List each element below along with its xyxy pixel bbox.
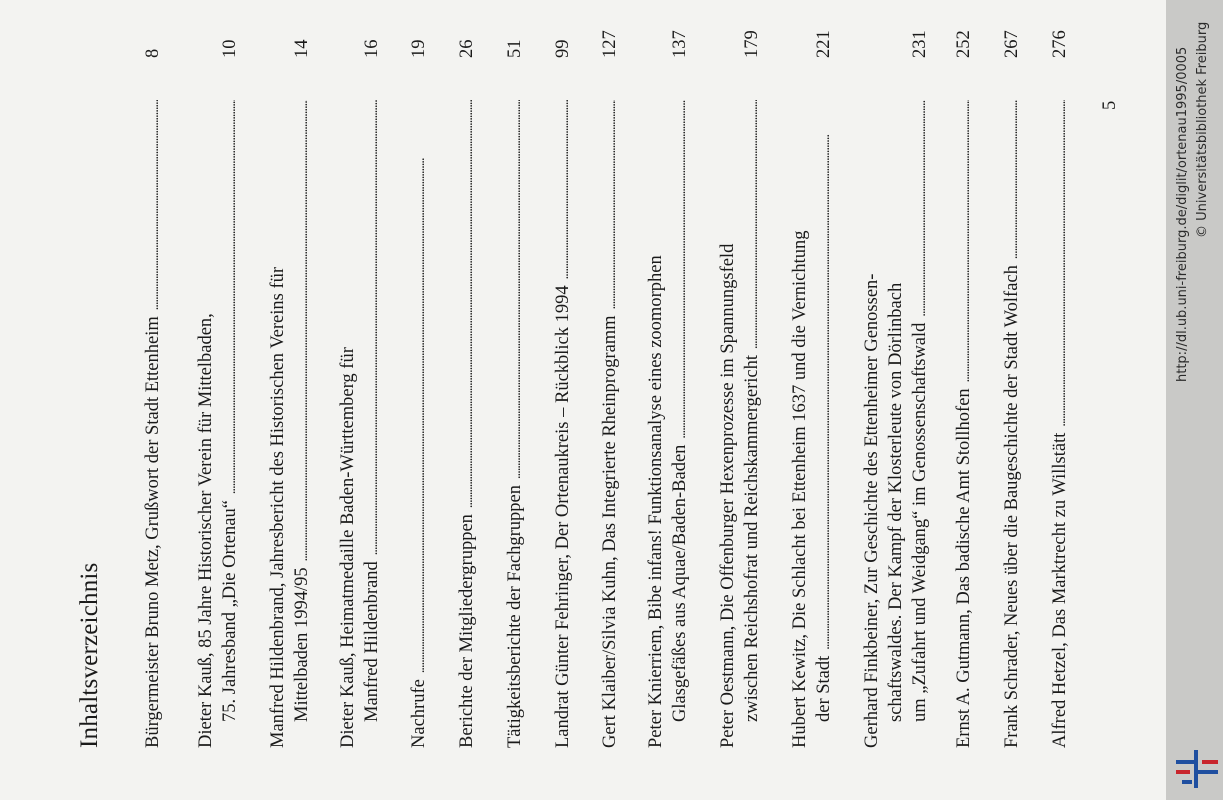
toc-entry-line xyxy=(644,98,668,748)
toc-entry-text: schaftswaldes. Der Kampf der Klosterleute von Dörlinbach xyxy=(886,282,906,722)
toc-entry-text: Glasgefäßes aus Aquae/Baden-Baden xyxy=(670,444,690,722)
toc-entry-line xyxy=(860,98,884,748)
toc-entry xyxy=(1048,30,1074,748)
toc-page-number: 26 xyxy=(457,39,477,58)
dot-leader xyxy=(360,100,386,555)
dot-leader xyxy=(598,100,624,309)
toc-entry-text: Landrat Günter Fehringer, Der Ortenaukreis – Rückblick 1994 xyxy=(553,285,573,748)
toc-entry xyxy=(336,39,386,748)
toc-page-number: 252 xyxy=(954,30,974,58)
copyright-notice: © Universitätsbibliothek Freiburg xyxy=(1195,21,1210,238)
toc-entry-line xyxy=(598,98,624,748)
sidebar-text xyxy=(1166,0,1223,800)
toc-entry-text: der Stadt xyxy=(814,655,834,722)
toc-page-number: 267 xyxy=(1002,30,1022,58)
toc-page-number: 137 xyxy=(670,30,690,58)
toc-entry-line xyxy=(503,98,529,748)
toc-entry-text: Hubert Kewitz, Die Schlacht bei Ettenheim 1637 und die Vernichtung xyxy=(790,230,810,748)
toc-page-number: 179 xyxy=(742,30,762,58)
toc-entry-line xyxy=(952,98,978,748)
dot-leader xyxy=(455,100,481,508)
dot-leader xyxy=(740,100,766,349)
dot-leader xyxy=(218,100,244,494)
toc-entry-line xyxy=(336,98,360,748)
toc-entry-line xyxy=(668,98,694,748)
dot-leader xyxy=(141,100,167,310)
toc-entry-line xyxy=(716,98,740,748)
dot-leader xyxy=(551,100,577,279)
toc-entry-line xyxy=(266,98,290,748)
toc-entry-line xyxy=(788,98,812,748)
toc-entry xyxy=(455,39,481,748)
page-number: 5 xyxy=(1100,100,1120,110)
dot-leader xyxy=(503,100,529,479)
toc-page-number: 8 xyxy=(143,48,163,58)
toc-heading: Inhaltsverzeichnis xyxy=(76,562,103,748)
dot-leader xyxy=(952,100,978,382)
dot-leader xyxy=(668,100,694,439)
toc-page-number: 19 xyxy=(409,39,429,58)
toc-entry xyxy=(860,30,934,748)
toc-page-number: 10 xyxy=(220,39,240,58)
toc-entry-text: Dieter Kauß, Heimatmedaille Baden-Württemberg für xyxy=(338,347,358,748)
toc-entry-line xyxy=(194,98,218,748)
toc-entry-line xyxy=(551,98,577,748)
toc-entry xyxy=(266,39,316,748)
toc-entry-text: Manfred Hildenbrand xyxy=(362,561,382,722)
toc-entry xyxy=(503,39,529,748)
toc-entry-line xyxy=(740,98,766,748)
toc-entry-text: Bürgermeister Bruno Metz, Grußwort der Stadt Ettenheim xyxy=(143,316,163,748)
toc-entry xyxy=(598,30,624,748)
toc-entry-line xyxy=(360,98,386,748)
toc-entry-line xyxy=(290,98,316,748)
toc-entry-line xyxy=(908,98,934,748)
ub-freiburg-logo-icon xyxy=(1176,748,1218,790)
dot-leader xyxy=(407,100,433,673)
toc-page-number: 99 xyxy=(553,39,573,58)
toc-entry xyxy=(141,48,167,748)
toc-page-number: 221 xyxy=(814,30,834,58)
toc-entry-text: Gert Klaiber/Silvia Kuhn, Das Integrierte Rheinprogramm xyxy=(600,315,620,748)
toc-entry-text: Nachrufe xyxy=(409,679,429,748)
toc-entry-line xyxy=(812,98,838,748)
toc-entry-text: Dieter Kauß, 85 Jahre Historischer Verein für Mittelbaden, xyxy=(196,313,216,748)
toc-entry xyxy=(716,30,766,748)
toc-entry-line xyxy=(141,98,167,748)
source-url-link[interactable]: http://dl.ub.uni-freiburg.de/diglit/ortenau1995/0005 xyxy=(1175,46,1190,382)
dot-leader xyxy=(812,100,838,650)
dot-leader xyxy=(908,100,934,317)
toc-page-number: 14 xyxy=(292,39,312,58)
toc-entry-line xyxy=(218,98,244,748)
dot-leader xyxy=(1048,100,1074,427)
toc-entry-text: Manfred Hildenbrand, Jahresbericht des Historischen Vereins für xyxy=(268,266,288,748)
toc-page-number: 51 xyxy=(505,39,525,58)
toc-entry xyxy=(952,30,978,748)
toc-entry-line xyxy=(407,98,433,748)
toc-entry-text: Peter Knierriem, Bibe infans! Funktionsanalyse eines zoomorphen xyxy=(646,255,666,748)
toc-page-number: 231 xyxy=(910,30,930,58)
toc-entry-text: Ernst A. Gutmann, Das badische Amt Stollhofen xyxy=(954,388,974,748)
toc-entry-text: Frank Schrader, Neues über die Baugeschichte der Stadt Wolfach xyxy=(1002,265,1022,748)
toc-entry xyxy=(551,39,577,748)
toc-page-number: 127 xyxy=(600,30,620,58)
toc-entry xyxy=(644,30,694,748)
toc-entry-text: Gerhard Finkbeiner, Zur Geschichte des Ettenheimer Genossen- xyxy=(862,273,882,748)
toc-entry xyxy=(1000,30,1026,748)
toc-entry-text: 75. Jahresband „Die Ortenau“ xyxy=(220,500,240,722)
toc-entry-line xyxy=(455,98,481,748)
dot-leader xyxy=(1000,100,1026,259)
toc-entry-text: Mittelbaden 1994/95 xyxy=(292,567,312,722)
toc-page-number: 16 xyxy=(362,39,382,58)
toc-entry-text: zwischen Reichshofrat und Reichskammergericht xyxy=(742,355,762,722)
toc-entry-line xyxy=(1000,98,1026,748)
toc-entry-text: Alfred Hetzel, Das Marktrecht zu Willstätt xyxy=(1050,432,1070,748)
toc-entry-text: Tätigkeitsberichte der Fachgruppen xyxy=(505,484,525,748)
toc-entry-line xyxy=(884,98,908,748)
toc-entry-text: Peter Oestmann, Die Offenburger Hexenprozesse im Spannungsfeld xyxy=(718,243,738,748)
toc-entry xyxy=(194,39,244,748)
toc-entry xyxy=(407,39,433,748)
toc-page-number: 276 xyxy=(1050,30,1070,58)
toc-entry-line xyxy=(1048,98,1074,748)
dot-leader xyxy=(290,100,316,561)
toc-entry-text: Berichte der Mitgliedergruppen xyxy=(457,514,477,748)
toc-entry xyxy=(788,30,838,748)
toc-entry-text: um „Zufahrt und Weidgang“ im Genossenschaftswald xyxy=(910,322,930,722)
